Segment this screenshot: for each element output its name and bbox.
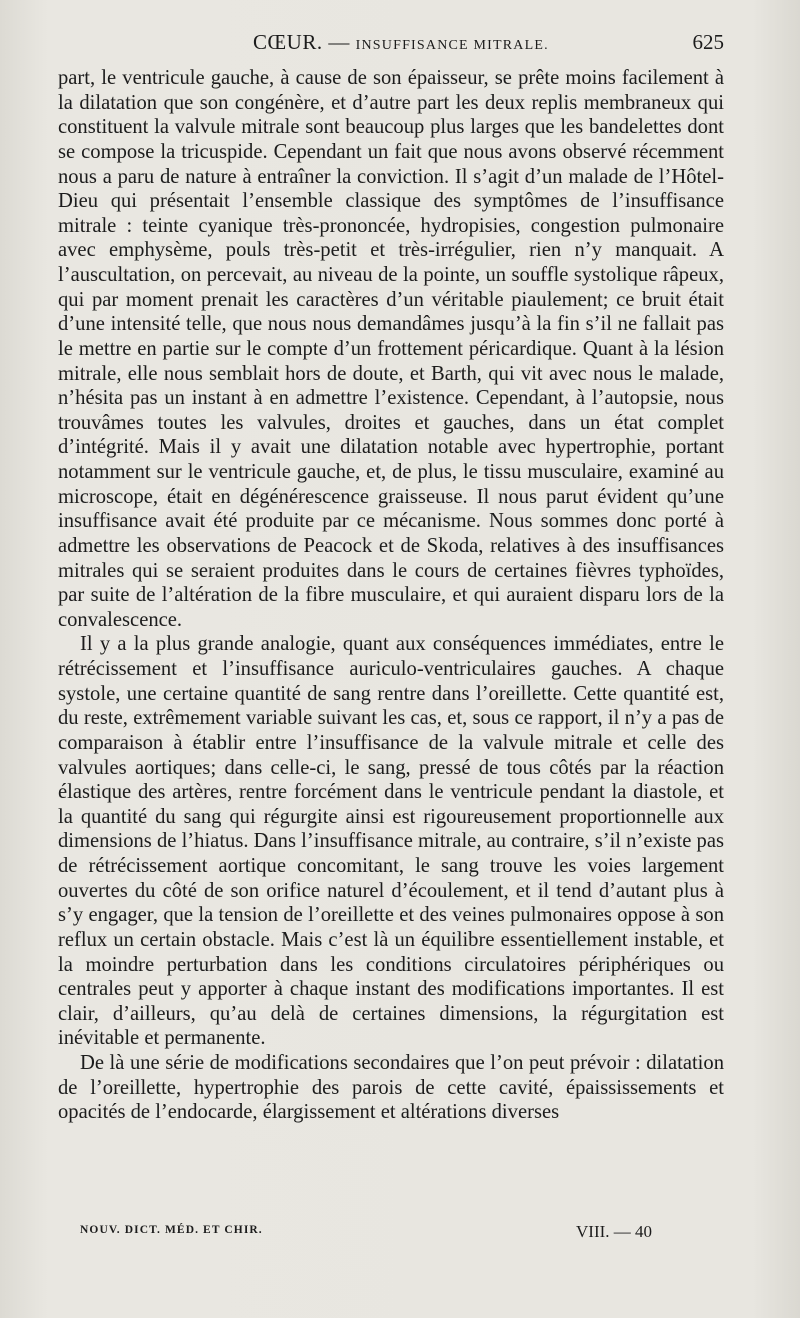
running-title-sub: INSUFFISANCE MITRALE. [355, 38, 549, 53]
page-footer [80, 1222, 680, 1244]
running-title-main: CŒUR. [253, 30, 323, 54]
paragraph-2: Il y a la plus grande analogie, quant aux conséquences immédiates, entre le rétrécissement et l’insuffisance auriculo-ventriculaires gauches. A chaque systole, une certaine quantité de sang rentre dans l’oreillette. Cette quantité est, du reste, extrêmement variable suivant les cas, et, sous ce rapport, il n’y a pas de comparaison à établir entre l’insuffisance de la valvule mitrale et celle des valvules aortiques; dans celle-ci, le sang, pressé de tous côtés par la réaction élastique des artères, rentre forcément dans le ventricule pendant la diastole, et la quantité du sang qui régurgite ainsi est rigoureusement proportionnelle aux dimensions de l’hiatus. Dans l’insuffisance mitrale, au contraire, s’il n’existe pas de rétrécissement aortique concomitant, le sang trouve les voies largement ouvertes du côté de son orifice naturel d’écoulement, et il tend d’autant plus à s’y engager, que la tension de l’oreillette et des veines pulmonaires oppose à son reflux un certain obstacle. Mais c’est là un équilibre essentiellement instable, et la moindre perturbation dans les conditions circulatoires périphériques ou centrales peut y apporter à chaque instant des modifications importantes. Il est clair, d’ailleurs, qu’au delà de certaines dimensions, la régurgitation est inévitable et permanente. [58, 633, 724, 1050]
footer-signature: NOUV. DICT. MÉD. ET CHIR. [80, 1224, 263, 1236]
page-number: 625 [692, 30, 724, 54]
running-title [253, 30, 549, 55]
body-text [58, 66, 724, 1125]
paragraph-3: De là une série de modifications secondaires que l’on peut prévoir : dilatation de l’oreillette, hypertrophie des parois de cette cavité, épaississements et opacités de l’endocarde, élargissement et altérations diverses [58, 1052, 724, 1124]
footer-volume-sheet: VIII. — 40 [576, 1222, 653, 1241]
running-title-dash: — [328, 30, 350, 54]
paragraph-1: part, le ventricule gauche, à cause de son épaisseur, se prête moins facilement à la dilatation que son congénère, et d’autre part les deux replis membraneux qui constituent la valvule mitrale sont beaucoup plus larges que les bandelettes dont se compose la tricuspide. Cependant un fait que nous avons observé récemment nous a paru de nature à entraîner la conviction. Il s’agit d’un malade de l’Hôtel-Dieu qui présentait l’ensemble classique des symptômes de l’insuffisance mitrale : teinte cyanique très-prononcée, hydropisies, congestion pulmonaire avec emphysème, pouls très-petit et très-irrégulier, rien n’y manquait. A l’auscultation, on percevait, au niveau de la pointe, un souffle systolique râpeux, qui par moment prenait les caractères d’un véritable piaulement; ce bruit était d’une intensité telle, que nous nous demandâmes jusqu’à la fin s’il ne fallait pas le mettre en partie sur le compte d’un frottement péricardique. Quant à la lésion mitrale, elle nous semblait hors de doute, et Barth, qui vit avec nous le malade, n’hésita pas un instant à en admettre l’existence. Cependant, à l’autopsie, nous trouvâmes toutes les valvules, droites et gauches, dans un état complet d’intégrité. Mais il y avait une dilatation notable avec hypertrophie, portant notamment sur le ventricule gauche, et, de plus, le tissu musculaire, examiné au microscope, était en dégénérescence graisseuse. Il nous parut évident qu’une insuffisance avait été produite par ce mécanisme. Nous sommes donc porté à admettre les observations de Peacock et de Skoda, relatives à des insuffisances mitrales qui se seraient produites dans le cours de certaines fièvres typhoïdes, par suite de l’altération de la fibre musculaire, et qui auraient disparu lors de la convalescence. [58, 67, 724, 631]
running-header [58, 30, 724, 60]
